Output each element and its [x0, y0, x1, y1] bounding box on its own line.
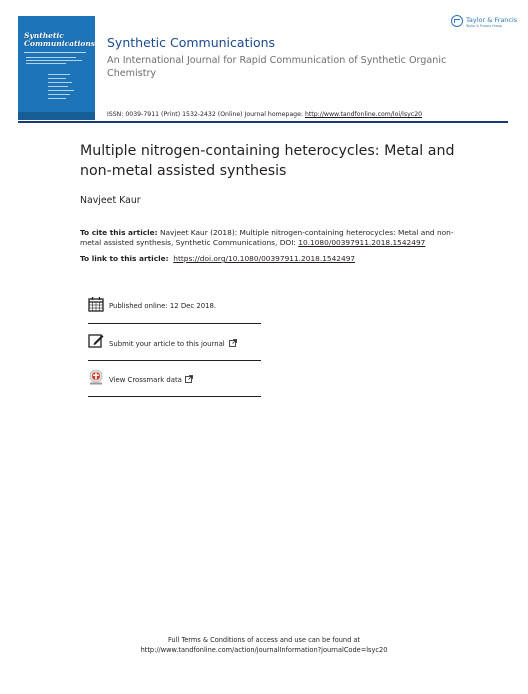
cite-text: Navjeet Kaur (2018): Multiple nitrogen-containing heterocycles: Metal and non-metal assisted synthesis, Synthetic Communications, DOI:	[80, 228, 454, 247]
crossmark-icon	[88, 369, 104, 385]
header-divider	[18, 121, 508, 123]
publisher-logo-name: Taylor & Francis	[466, 16, 518, 24]
cover-title: Synthetic Communications	[24, 31, 95, 48]
article-title: Multiple nitrogen-containing heterocycles: Metal and non-metal assisted synthesis	[80, 143, 455, 179]
published-online-text: Published online: 12 Dec 2018.	[109, 302, 217, 310]
issn-line	[107, 111, 422, 118]
publisher-logo[interactable]	[451, 14, 518, 32]
article-link-block	[80, 254, 460, 263]
divider	[88, 323, 261, 324]
view-crossmark-link[interactable]: View Crossmark data	[109, 375, 193, 384]
external-link-icon	[185, 375, 193, 383]
link-label: To link to this article:	[80, 254, 169, 263]
submit-article-row[interactable]	[88, 333, 261, 361]
article-author: Navjeet Kaur	[80, 195, 141, 206]
journal-subtitle: An International Journal for Rapid Communication of Synthetic Organic Chemistry	[107, 55, 447, 79]
calendar-icon	[88, 296, 104, 312]
citation-block	[80, 228, 460, 248]
journal-homepage-link[interactable]: http://www.tandfonline.com/loi/lsyc20	[304, 111, 423, 118]
journal-name: Synthetic Communications	[107, 35, 276, 50]
article-doi-link[interactable]: https://doi.org/10.1080/00397911.2018.1542497	[173, 254, 356, 263]
published-online-row	[88, 296, 261, 324]
crossmark-row[interactable]	[88, 369, 261, 397]
footer-terms-text: Full Terms & Conditions of access and use can be found at	[167, 636, 361, 644]
publisher-logo-sub: Taylor & Francis Group	[466, 24, 502, 28]
submit-article-link[interactable]: Submit your article to this journal	[109, 339, 237, 348]
divider	[88, 396, 261, 397]
cite-label: To cite this article:	[80, 228, 158, 237]
journal-cover-image	[18, 16, 95, 120]
issn-text: ISSN: 0039-7911 (Print) 1532-2432 (Online) Journal homepage:	[107, 111, 305, 118]
footer-terms-link[interactable]: http://www.tandfonline.com/action/journalInformation?journalCode=lsyc20	[140, 645, 388, 654]
publisher-logo-icon	[451, 15, 463, 27]
cite-doi-link[interactable]: 10.1080/00397911.2018.1542497	[298, 238, 426, 247]
edit-icon	[88, 333, 104, 349]
footer	[0, 636, 528, 655]
external-link-icon	[229, 339, 237, 347]
divider	[88, 360, 261, 361]
